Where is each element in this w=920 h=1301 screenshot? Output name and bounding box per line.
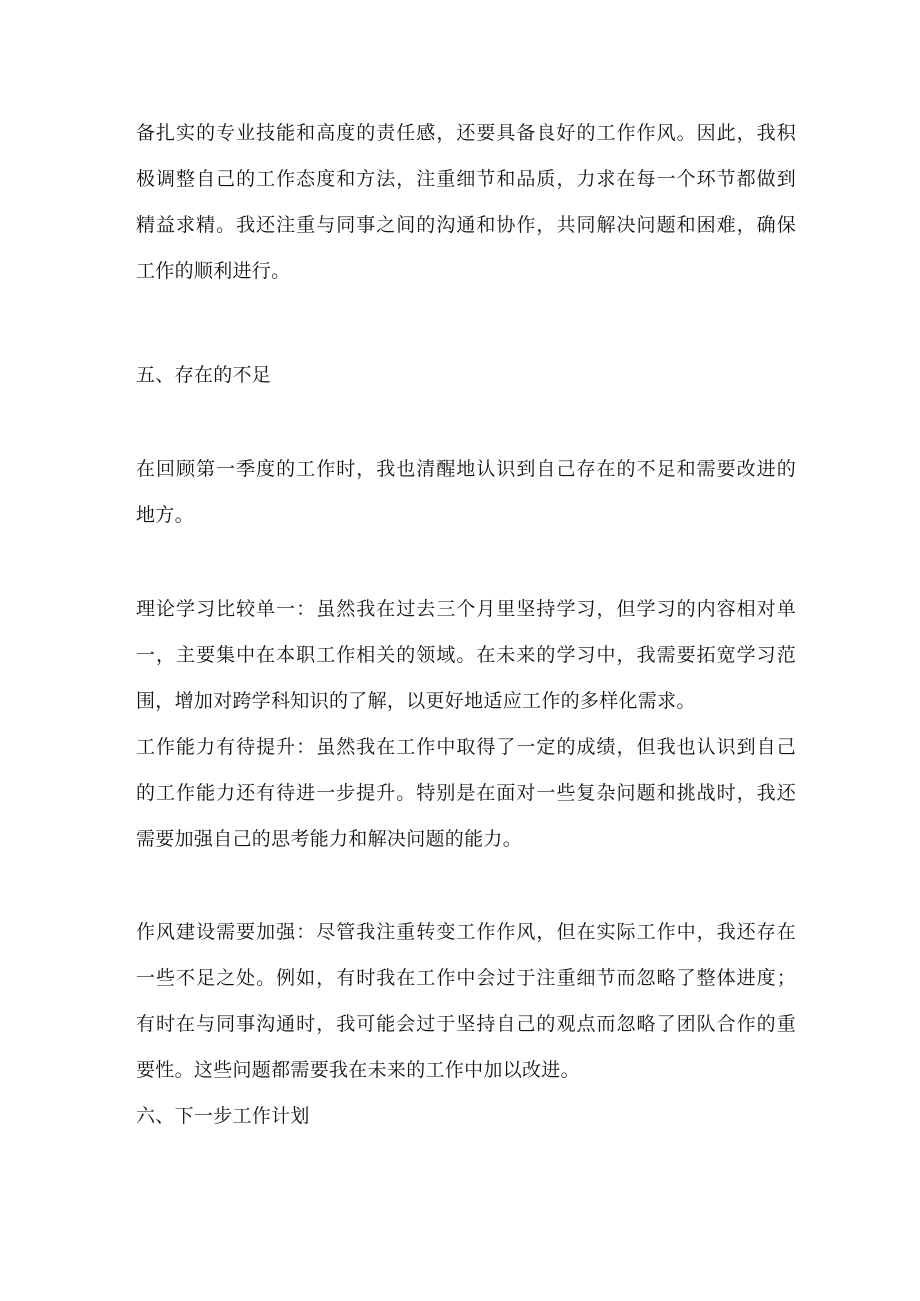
- para1-line-2: 极调整自己的工作态度和方法，注重细节和品质，力求在每一个环节都做到: [136, 168, 796, 190]
- section5-intro-line-2: 地方。: [136, 504, 194, 526]
- item2-line-1: 工作能力有待提升：虽然我在工作中取得了一定的成绩，但我也认识到自己: [136, 736, 796, 758]
- section5-heading: 五、存在的不足: [136, 364, 272, 386]
- item2-line-3: 需要加强自己的思考能力和解决问题的能力。: [136, 828, 523, 850]
- section5-intro-line-1: 在回顾第一季度的工作时，我也清醒地认识到自己存在的不足和需要改进的: [136, 458, 796, 480]
- item3-line-1: 作风建设需要加强：尽管我注重转变工作作风，但在实际工作中，我还存在: [136, 921, 796, 943]
- section6-heading: 六、下一步工作计划: [136, 1105, 310, 1127]
- item2-line-2: 的工作能力还有待进一步提升。特别是在面对一些复杂问题和挑战时，我还: [136, 782, 796, 804]
- para1-line-1: 备扎实的专业技能和高度的责任感，还要具备良好的工作作风。因此，我积: [136, 122, 796, 144]
- item1-line-3: 围，增加对跨学科知识的了解，以更好地适应工作的多样化需求。: [136, 690, 696, 712]
- item3-line-4: 要性。这些问题都需要我在未来的工作中加以改进。: [136, 1059, 580, 1081]
- para1-line-3: 精益求精。我还注重与同事之间的沟通和协作，共同解决问题和困难，确保: [136, 214, 796, 236]
- item3-line-2: 一些不足之处。例如，有时我在工作中会过于注重细节而忽略了整体进度；: [136, 967, 796, 989]
- para1-line-4: 工作的顺利进行。: [136, 260, 291, 282]
- item1-line-1: 理论学习比较单一：虽然我在过去三个月里坚持学习，但学习的内容相对单: [136, 598, 796, 620]
- item1-line-2: 一，主要集中在本职工作相关的领域。在未来的学习中，我需要拓宽学习范: [136, 644, 796, 666]
- item3-line-3: 有时在与同事沟通时，我可能会过于坚持自己的观点而忽略了团队合作的重: [136, 1013, 796, 1035]
